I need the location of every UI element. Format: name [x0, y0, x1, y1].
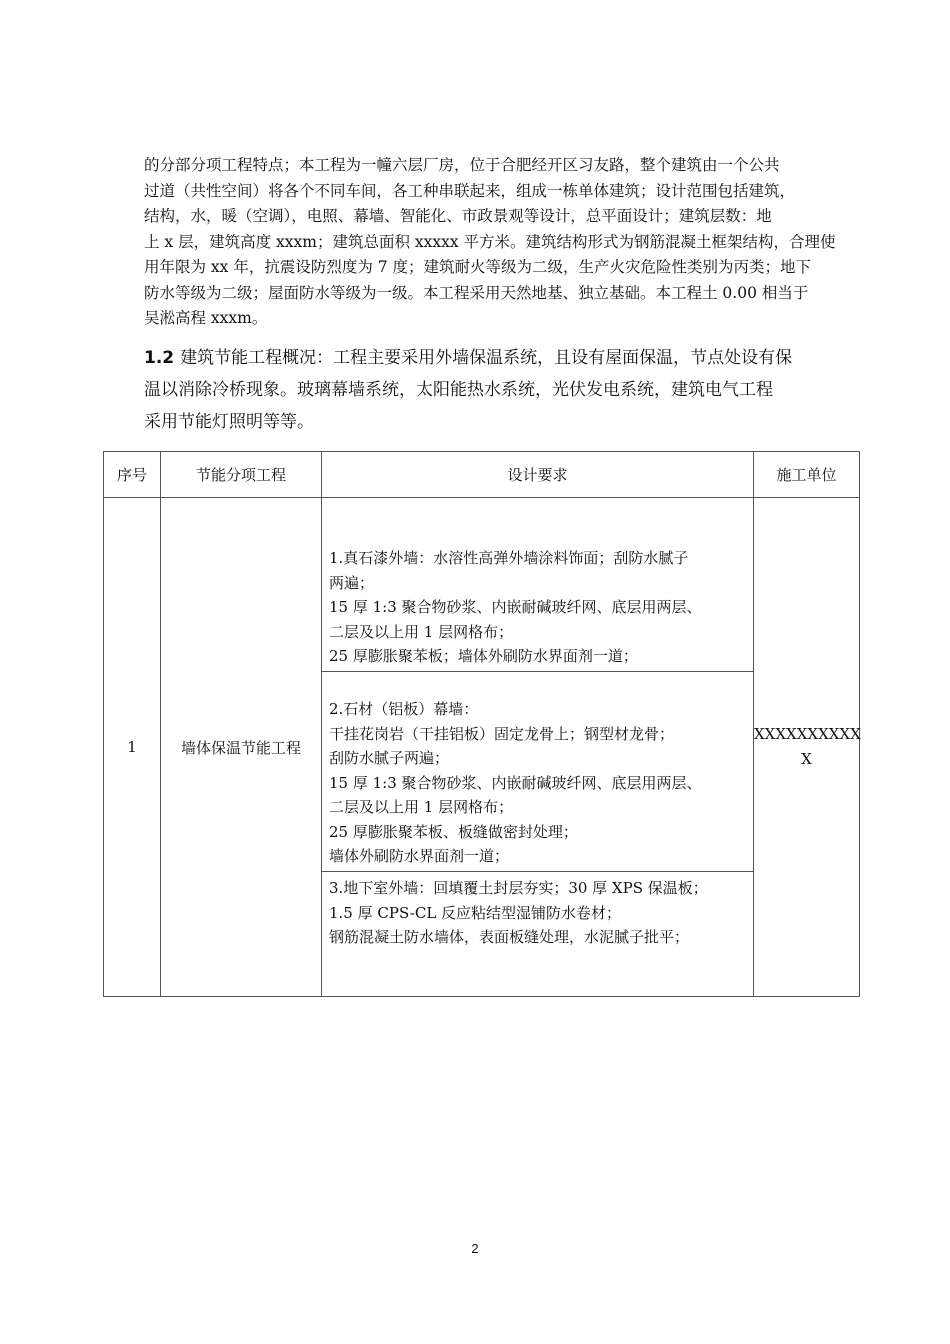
contractor-line: X — [801, 750, 812, 768]
requirement-block — [322, 498, 753, 672]
row-contractor — [754, 498, 860, 997]
requirement-line: 2.石材（铝板）幕墙： — [329, 700, 479, 718]
requirement-line: 3.地下室外墙：回填覆土封层夯实；30 厚 XPS 保温板； — [329, 879, 708, 897]
page-number: 2 — [471, 1241, 479, 1256]
section-1-2-paragraph — [144, 342, 864, 438]
requirement-line: 二层及以上用 1 层网格布； — [329, 798, 514, 816]
section-text: 建筑节能工程概况：工程主要采用外墙保温系统，且设有屋面保温，节点处设有保 — [180, 348, 793, 368]
row-requirements — [322, 498, 754, 997]
section-line — [144, 342, 864, 374]
table-header-row — [104, 452, 860, 498]
requirement-line: 25 厚膨胀聚苯板、板缝做密封处理； — [329, 822, 578, 841]
intro-line: 吴淞高程 xxxm。 — [144, 309, 268, 327]
header-index: 序号 — [104, 452, 161, 498]
requirement-line: 钢筋混凝土防水墙体，表面板缝处理，水泥腻子批平； — [329, 928, 690, 946]
requirement-line: 15 厚 1:3 聚合物砂浆、内嵌耐碱玻纤网、底层用两层、 — [329, 598, 702, 616]
intro-line: 的分部分项工程特点；本工程为一幢六层厂房，位于合肥经开区习友路，整个建筑由一个公共 — [144, 156, 780, 174]
requirement-line: 墙体外刷防水界面剂一道； — [329, 847, 510, 865]
row-index: 1 — [104, 498, 161, 997]
intro-line: 上 x 层，建筑高度 xxxm；建筑总面积 xxxxx 平方米。建筑结构形式为钢筋混凝土框架结构，合理使 — [144, 232, 836, 251]
intro-line: 用年限为 xx 年，抗震设防烈度为 7 度；建筑耐火等级为二级，生产火灾危险性类别为丙类；地下 — [144, 258, 812, 276]
header-contractor: 施工单位 — [754, 452, 860, 498]
header-item: 节能分项工程 — [161, 452, 322, 498]
intro-line: 防水等级为二级；屋面防水等级为一级。本工程采用天然地基、独立基础。本工程土 0.00 相当于 — [144, 283, 809, 302]
section-number: 1.2 — [144, 348, 175, 368]
contractor-line: XXXXXXXXXX — [754, 725, 861, 743]
requirement-line: 两遍； — [329, 573, 375, 592]
energy-saving-table — [103, 451, 860, 997]
requirement-line: 15 厚 1:3 聚合物砂浆、内嵌耐碱玻纤网、底层用两层、 — [329, 773, 702, 792]
header-requirements: 设计要求 — [322, 452, 754, 498]
intro-line: 过道（共性空间）将各个不同车间，各工种串联起来，组成一栋单体建筑；设计范围包括建筑， — [144, 181, 796, 200]
requirement-line: 1.真石漆外墙：水溶性高弹外墙涂料饰面；刮防水腻子 — [329, 549, 689, 567]
requirement-line: 25 厚膨胀聚苯板；墙体外刷防水界面剂一道； — [329, 647, 638, 665]
requirement-line: 二层及以上用 1 层网格布； — [329, 622, 514, 641]
requirement-line: 干挂花岗岩（干挂铝板）固定龙骨上；钢型材龙骨； — [329, 724, 675, 743]
section-line: 温以消除冷桥现象。玻璃幕墙系统，太阳能热水系统，光伏发电系统，建筑电气工程 — [144, 380, 773, 400]
table-row — [104, 498, 860, 997]
requirement-block — [322, 872, 753, 996]
requirement-block — [322, 672, 753, 872]
intro-paragraph — [144, 153, 864, 332]
requirement-line: 1.5 厚 CPS-CL 反应粘结型湿铺防水卷材； — [329, 903, 622, 922]
row-item: 墙体保温节能工程 — [161, 498, 322, 997]
requirement-line: 刮防水腻子两遍； — [329, 749, 450, 767]
section-line: 采用节能灯照明等等。 — [144, 412, 314, 432]
intro-line: 结构，水，暖（空调），电照、幕墙、智能化、市政景观等设计，总平面设计；建筑层数：地 — [144, 207, 772, 225]
